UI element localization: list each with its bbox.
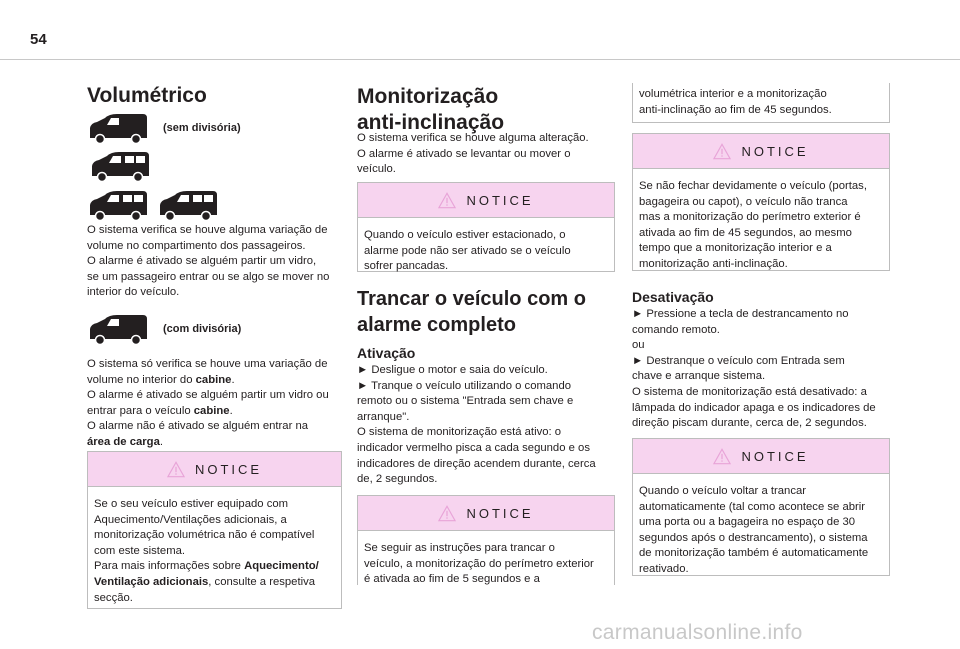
text-line: mas a monitorização do perímetro exterior é <box>639 211 861 224</box>
text-line: automaticamente (tal como acontece se abrir <box>639 500 866 513</box>
warning-triangle-icon <box>438 505 456 522</box>
text-line: chave e arranque sistema. <box>632 370 766 383</box>
with-partition-label: (com divisória) <box>163 323 242 335</box>
text-line: segundos após o destrancamento), o sistema <box>639 531 868 544</box>
van-icon <box>87 313 149 345</box>
text-line: comando remoto. <box>632 323 720 336</box>
warning-triangle-icon <box>713 143 731 160</box>
notice-box <box>357 495 615 585</box>
notice-body <box>358 531 614 596</box>
notice-title: NOTICE <box>466 505 534 521</box>
text-line: reativado. <box>639 562 689 575</box>
text-line: arranque". <box>357 410 410 423</box>
section-title-full-alarm: Trancar o veículo com o alarme completo <box>357 288 586 336</box>
text-line: entrar para o veículo cabine. <box>87 404 233 417</box>
text-line: ► Destranque o veículo com Entrada sem <box>632 354 845 367</box>
text-line: indicadores de direção acendem durante, cerca <box>357 457 596 470</box>
notice-body <box>358 218 614 283</box>
text-line: Quando o veículo estiver estacionado, o <box>364 229 566 241</box>
notice-box <box>87 451 342 609</box>
text-line: indicador vermelho pisca a cada segundo e os <box>357 441 590 454</box>
subtitle-deactivation: Desativação <box>632 289 714 305</box>
deactivation-steps <box>632 307 894 432</box>
text-line: Para mais informações sobre Aquecimento/ <box>94 560 319 573</box>
partition-description <box>87 357 347 451</box>
text-line: volume no interior do cabine. <box>87 373 235 386</box>
van-with-partition-row <box>87 313 241 345</box>
text-line: Se seguir as instruções para trancar o <box>364 542 555 554</box>
no-partition-label: (sem divisória) <box>163 122 241 134</box>
volumetric-description <box>87 223 347 301</box>
text-line: interior do veículo. <box>87 286 180 299</box>
notice-body <box>633 474 889 586</box>
van-icon <box>87 150 153 182</box>
notice-header <box>633 134 889 169</box>
text-line: Quando o veículo voltar a trancar <box>639 485 807 497</box>
text-line: sofrer pancadas. <box>364 260 449 273</box>
text-line: veículo, a monitorização do perímetro exterior <box>364 557 594 570</box>
text-line: veículo. <box>357 163 396 176</box>
text-line: O sistema de monitorização está desativado: a <box>632 385 867 398</box>
van-icon <box>87 189 149 221</box>
text-line: monitorização volumétrica não é compatível <box>94 529 315 542</box>
text-line: O sistema verifica se houve alguma variação de <box>87 224 328 236</box>
text-line: O sistema de monitorização está ativo: o <box>357 426 562 439</box>
anti-tilt-description <box>357 131 619 178</box>
section-title-anti-tilt: Monitorização anti-inclinação <box>357 85 505 134</box>
text-line: O sistema verifica se houve alguma alteração. <box>357 132 589 144</box>
van-no-partition-row <box>87 112 241 144</box>
activation-steps <box>357 363 619 488</box>
text-line: Se o seu veículo estiver equipado com <box>94 498 289 510</box>
van-icon-row-3 <box>87 189 219 221</box>
text-line: lâmpada do indicador apaga e os indicadores de <box>632 401 876 414</box>
text-line: O alarme é ativado se alguém partir um vidro ou <box>87 389 329 402</box>
notice-title: NOTICE <box>741 448 809 464</box>
text-line: anti-inclinação ao fim de 45 segundos. <box>639 103 832 116</box>
notice-box <box>357 182 615 272</box>
notice-body <box>633 169 889 281</box>
text-line: direção piscam durante, cerca de, 2 segundos. <box>632 417 867 430</box>
text-line: ou <box>632 339 645 352</box>
subtitle-activation: Ativação <box>357 345 416 361</box>
text-line: bagageira ou capot), o veículo não tranca <box>639 195 848 208</box>
watermark: carmanualsonline.info <box>592 621 803 644</box>
text-line: secção. <box>94 591 133 604</box>
text-line: com este sistema. <box>94 544 186 557</box>
van-icon-row-2 <box>87 150 153 187</box>
text-line: ativada ao fim de 45 segundos, ao mesmo <box>639 226 852 239</box>
notice-header <box>358 183 614 218</box>
notice-box-continued <box>632 83 890 123</box>
van-icon <box>157 189 219 221</box>
text-line: ► Pressione a tecla de destrancamento no <box>632 308 849 320</box>
text-line: se um passageiro entrar ou se algo se mover no <box>87 270 330 283</box>
header-divider <box>0 59 960 60</box>
text-line: O alarme é ativado se alguém partir um vidro, <box>87 255 317 268</box>
text-line: volumétrica interior e a monitorização <box>639 88 827 100</box>
warning-triangle-icon <box>438 192 456 209</box>
notice-body <box>88 487 341 614</box>
notice-header <box>633 439 889 474</box>
text-line: remoto ou o sistema "Entrada sem chave e <box>357 395 574 408</box>
notice-box <box>632 133 890 271</box>
notice-body <box>633 83 889 122</box>
text-line: uma porta ou a bagageira no espaço de 30 <box>639 516 856 529</box>
text-line: ► Tranque o veículo utilizando o comando <box>357 379 572 392</box>
notice-header <box>88 452 341 487</box>
notice-title: NOTICE <box>741 143 809 159</box>
text-line: volume no compartimento dos passageiros. <box>87 239 306 252</box>
text-line: Aquecimento/Ventilações adicionais, a <box>94 513 287 526</box>
text-line: área de carga. <box>87 435 163 448</box>
text-line: O alarme é ativado se levantar ou mover o <box>357 147 571 160</box>
text-line: alarme pode não ser ativado se o veículo <box>364 244 571 257</box>
text-line: Se não fechar devidamente o veículo (portas, <box>639 180 867 192</box>
text-line: de monitorização também é automaticamente <box>639 547 869 560</box>
text-line: tempo que a monitorização interior e a <box>639 242 832 255</box>
text-line: Ventilação adicionais, consulte a respetiva <box>94 575 316 588</box>
warning-triangle-icon <box>167 461 185 478</box>
notice-box <box>632 438 890 576</box>
page-number: 54 <box>30 31 47 48</box>
notice-title: NOTICE <box>194 461 263 477</box>
text-line: O sistema só verifica se houve uma variação de <box>87 358 328 370</box>
van-icon <box>87 112 149 144</box>
text-line: é ativada ao fim de 5 segundos e a <box>364 573 540 586</box>
warning-triangle-icon <box>713 448 731 465</box>
section-title-volumetrico: Volumétrico <box>87 84 207 107</box>
notice-title: NOTICE <box>466 192 534 208</box>
text-line: ► Desligue o motor e saia do veículo. <box>357 364 548 376</box>
text-line: de, 2 segundos. <box>357 473 438 486</box>
text-line: monitorização anti-inclinação. <box>639 257 788 270</box>
notice-header <box>358 496 614 531</box>
text-line: O alarme não é ativado se alguém entrar na <box>87 420 309 433</box>
